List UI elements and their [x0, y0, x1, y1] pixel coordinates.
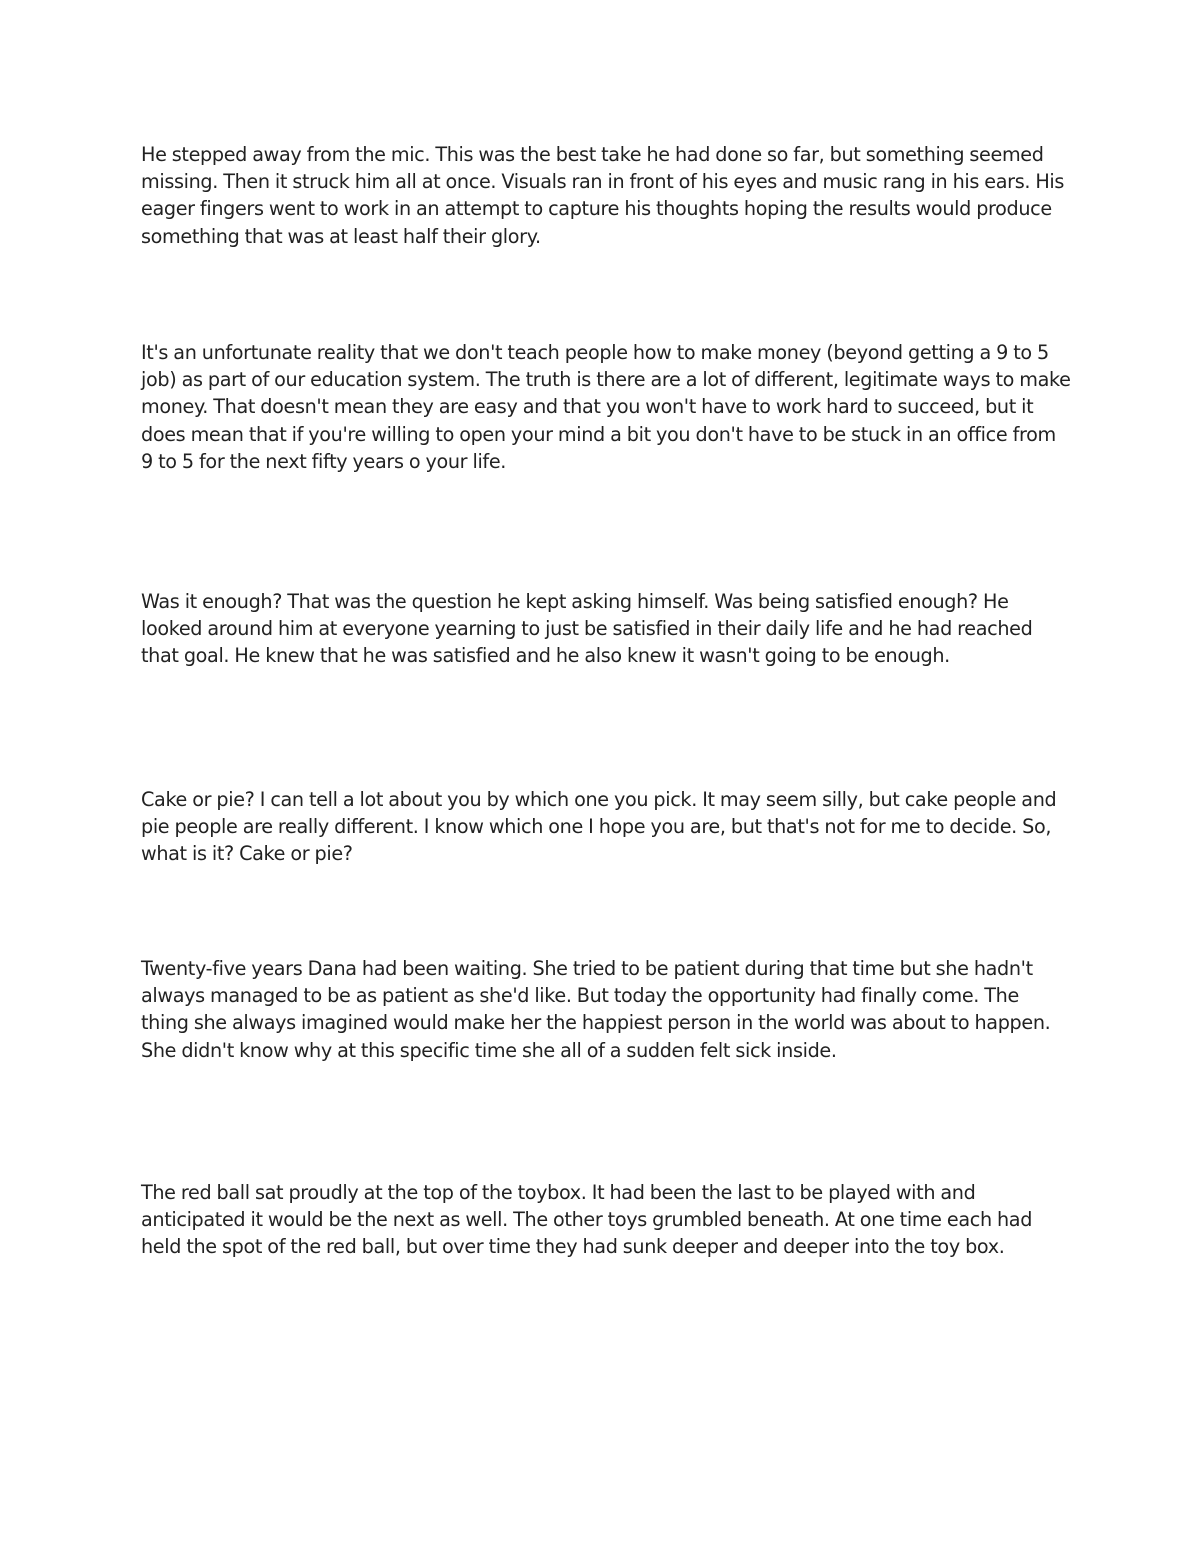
paragraph-6: The red ball sat proudly at the top of the toybox. It had been the last to be played with and anticipated it would be the next as well. The other toys grumbled beneath. At one time each had held the spot of the red ball, but over time they had sunk deeper and deeper into the toy box. — [141, 1181, 1033, 1259]
paragraph-2: It's an unfortunate reality that we don't teach people how to make money (beyond getting a 9 to 5 job) as part of our education system. The truth is there are a lot of different, legitimate ways to make money. That doesn't mean they are easy and that you won't have to work hard to succeed, but it does mean that if you're willing to open your mind a bit you don't have to be stuck in an office from 9 to 5 for the next fifty years o your life. — [141, 341, 1071, 473]
paragraph-3: Was it enough? That was the question he kept asking himself. Was being satisfied enough? He looked around him at everyone yearning to just be satisfied in their daily life and he had reached that goal. He knew that he was satisfied and he also knew it wasn't going to be enough. — [141, 590, 1033, 668]
paragraph-5: Twenty-five years Dana had been waiting. She tried to be patient during that time but she hadn't always managed to be as patient as she'd like. But today the opportunity had finally come. The thing she always imagined would make her the happiest person in the world was about to happen. She didn't know why at this specific time she all of a sudden felt sick inside. — [141, 957, 1051, 1062]
paragraph-4: Cake or pie? I can tell a lot about you by which one you pick. It may seem silly, but cake people and pie people are really different. I know which one I hope you are, but that's not for me to decide. So, what is it? Cake or pie? — [141, 788, 1057, 866]
paragraph-1: He stepped away from the mic. This was the best take he had done so far, but something seemed missing. Then it struck him all at once. Visuals ran in front of his eyes and music rang in his ears. His eager fingers went to work in an attempt to capture his thoughts hoping the results would produce something that was at least half their glory. — [141, 143, 1065, 248]
